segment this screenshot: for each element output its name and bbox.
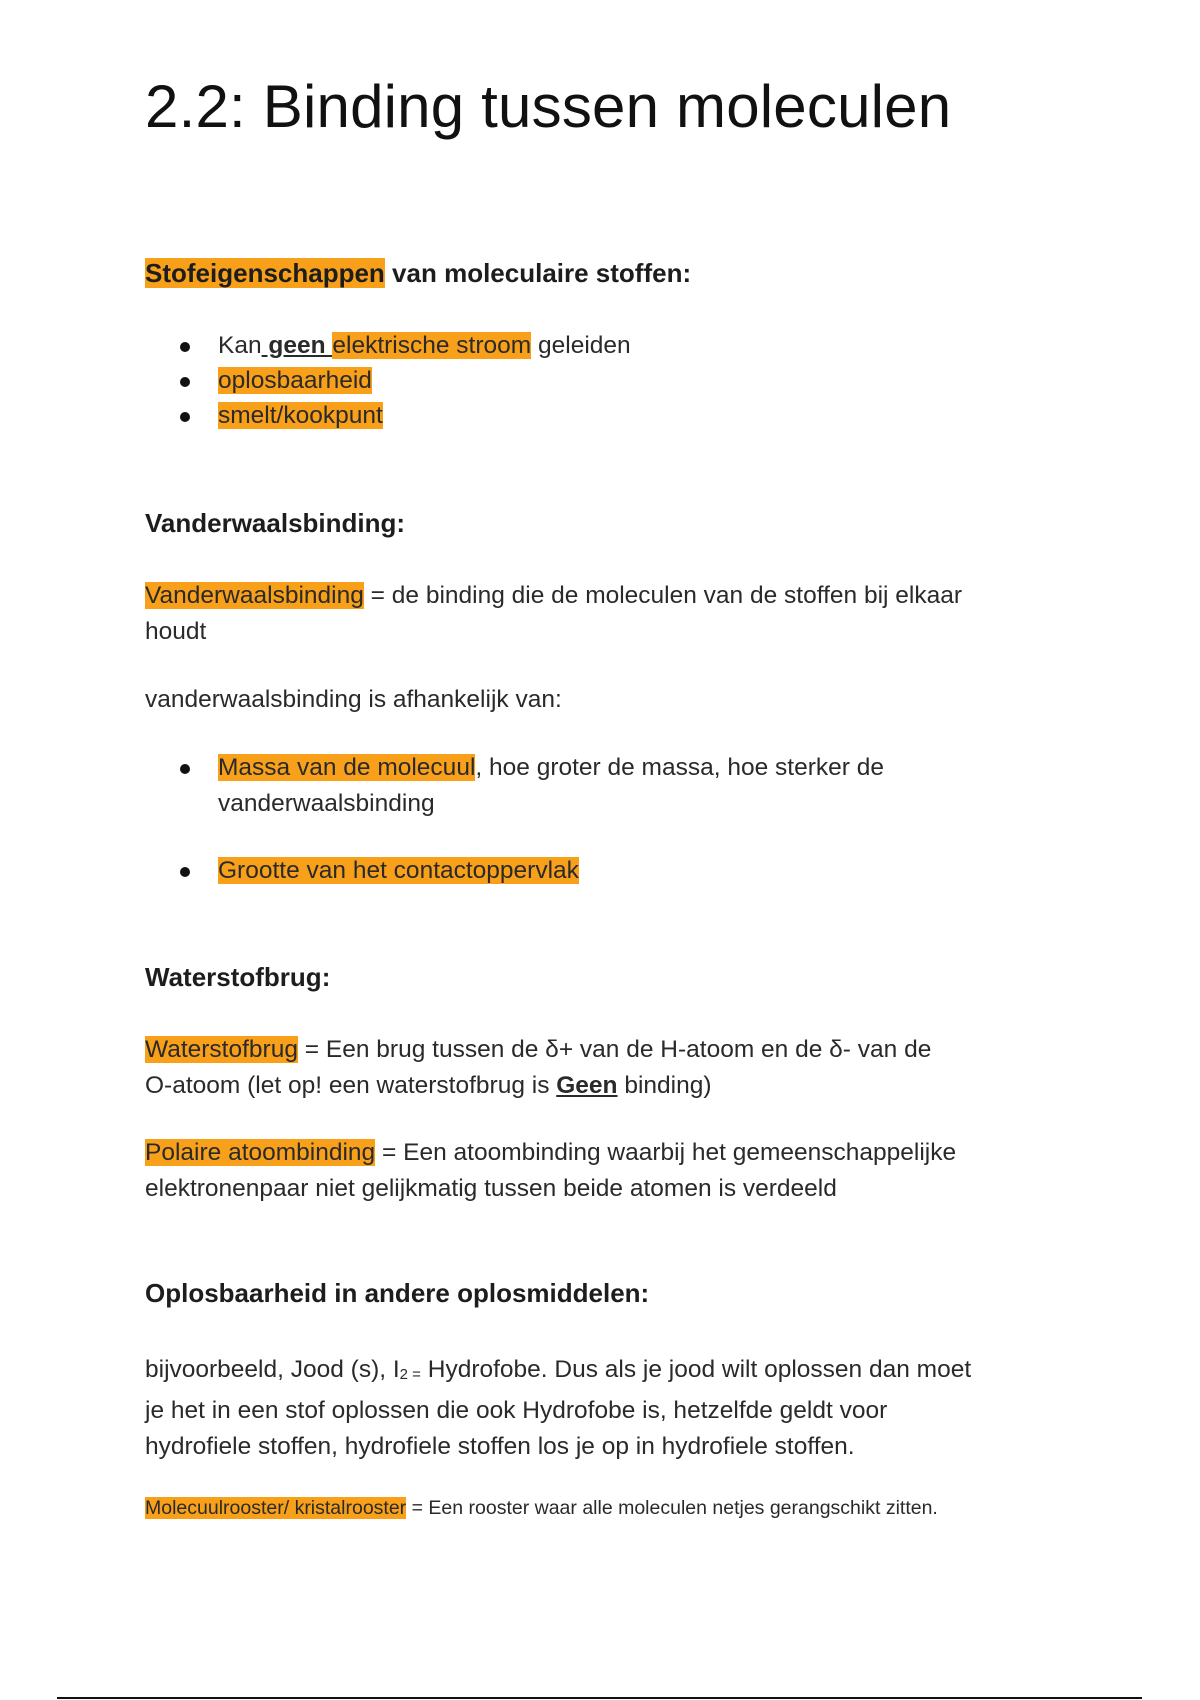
dependency-intro: vanderwaalsbinding is afhankelijk van: xyxy=(145,686,562,713)
list-item xyxy=(180,363,372,399)
list-item xyxy=(180,398,383,434)
list-item: Massa van de molecuul, hoe groter de massa, hoe sterker de vanderwaalsbinding xyxy=(180,750,884,822)
highlight-stofeigenschappen: Stofeigenschappen xyxy=(145,258,385,288)
definition-waterstofbrug: Waterstofbrug = Een brug tussen de δ+ van de H-atoom en de δ- van de O-atoom (let op! een waterstofbrug is Geen binding) xyxy=(145,1036,932,1099)
bullet-icon xyxy=(180,342,190,352)
paragraph-jood: bijvoorbeeld, Jood (s), I2 = Hydrofobe. Dus als je jood wilt oplossen dan moet je het in een stof oplossen die ook Hydrofobe is, hetzelfde geldt voor hydrofiele stoffen, hydrofiele stoffen los je op in hydrofiele stoffen. xyxy=(145,1356,972,1460)
bullet-icon xyxy=(180,377,190,387)
underlined-geen: Geen xyxy=(556,1072,618,1099)
underlined-geen: geen xyxy=(261,332,333,359)
highlight-oplosbaarheid: oplosbaarheid xyxy=(218,367,372,394)
bullet-icon xyxy=(180,764,190,774)
list-item: Grootte van het contactoppervlak xyxy=(180,853,579,889)
bottom-divider xyxy=(57,1697,1142,1699)
heading-waterstofbrug: Waterstofbrug: xyxy=(145,962,331,992)
page-title: 2.2: Binding tussen moleculen xyxy=(145,73,952,140)
definition-vanderwaalsbinding: Vanderwaalsbinding = de binding die de moleculen van de stoffen bij elkaar houdt xyxy=(145,582,963,645)
heading-oplosbaarheid: Oplosbaarheid in andere oplosmiddelen: xyxy=(145,1278,650,1308)
heading-vanderwaalsbinding: Vanderwaalsbinding: xyxy=(145,508,406,538)
list-item: Kan geen elektrische stroom geleiden xyxy=(180,328,631,364)
definition-molecuulrooster: Molecuulrooster/ kristalrooster = Een rooster waar alle moleculen netjes gerangschikt zitten. xyxy=(145,1497,938,1519)
definition-polaire-atoombinding: Polaire atoombinding = Een atoombinding waarbij het gemeenschappelijke elektronenpaar niet gelijkmatig tussen beide atomen is verdeeld xyxy=(145,1139,957,1202)
heading-stofeigenschappen: Stofeigenschappen van moleculaire stoffen: xyxy=(145,258,692,288)
bullet-icon xyxy=(180,867,190,877)
highlight-elektrische-stroom: elektrische stroom xyxy=(332,332,532,359)
highlight-smelt-kookpunt: smelt/kookpunt xyxy=(218,402,383,429)
bullet-icon xyxy=(180,412,190,422)
